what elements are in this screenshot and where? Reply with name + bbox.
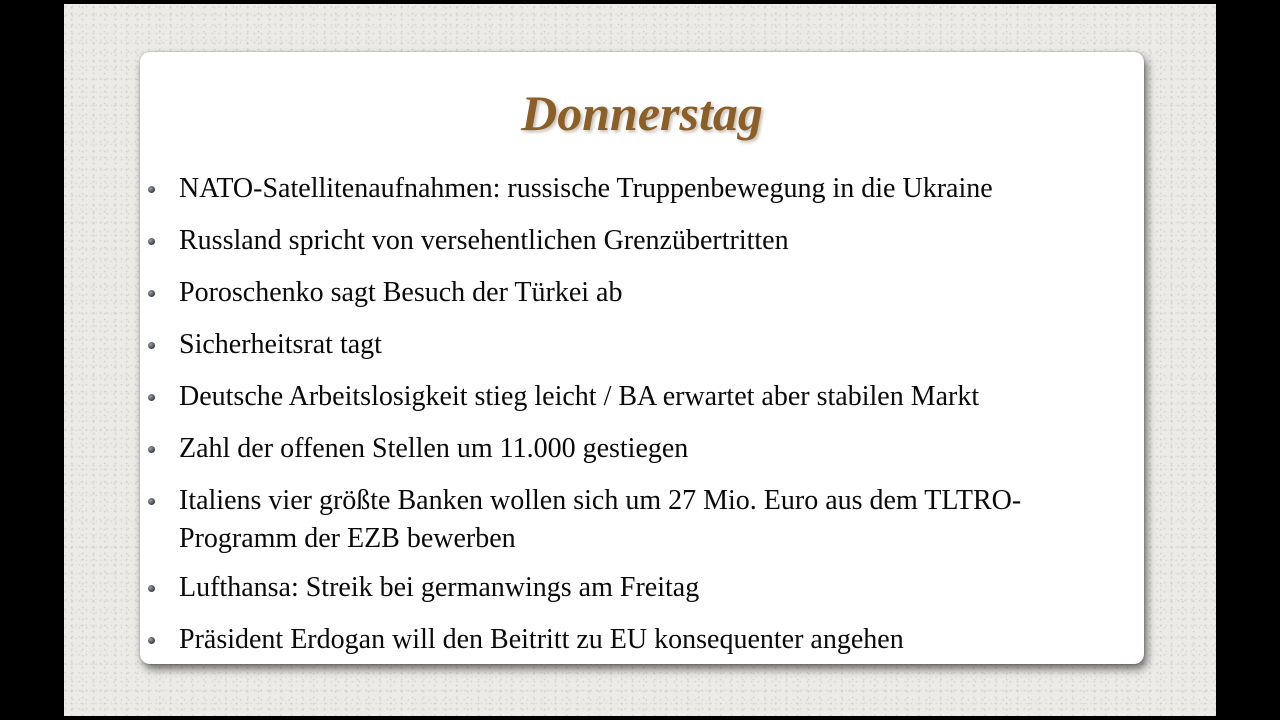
- bullet-dot-icon: [148, 637, 155, 644]
- bullet-text: Deutsche Arbeitslosigkeit stieg leicht / BA erwartet aber stabilen Markt: [179, 381, 980, 412]
- bullet-dot-icon: [148, 394, 155, 401]
- slide-card: [140, 52, 1144, 664]
- slide-background: [64, 4, 1216, 716]
- bullet-text: Zahl der offenen Stellen um 11.000 gestiegen: [179, 433, 689, 464]
- bullet-text: Sicherheitsrat tagt: [179, 329, 382, 360]
- bullet-text: Lufthansa: Streik bei germanwings am Freitag: [179, 572, 700, 603]
- bullet-dot-icon: [148, 342, 155, 349]
- bullet-dot-icon: [148, 498, 155, 505]
- bullet-dot-icon: [148, 290, 155, 297]
- bullet-text: Präsident Erdogan will den Beitritt zu EU konsequenter angehen: [179, 624, 904, 655]
- slide-title: Donnerstag: [521, 85, 763, 141]
- bullet-text: Poroschenko sagt Besuch der Türkei ab: [179, 277, 623, 308]
- bullet-text: Italiens vier größte Banken wollen sich um 27 Mio. Euro aus dem TLTRO-Programm der EZB bewerben: [179, 485, 1022, 554]
- bullet-dot-icon: [148, 585, 155, 592]
- bullet-dot-icon: [148, 446, 155, 453]
- bullet-dot-icon: [148, 238, 155, 245]
- bullet-text: NATO-Satellitenaufnahmen: russische Truppenbewegung in die Ukraine: [179, 173, 993, 204]
- bullet-text: Russland spricht von versehentlichen Grenzübertritten: [179, 225, 789, 256]
- bullet-dot-icon: [148, 186, 155, 193]
